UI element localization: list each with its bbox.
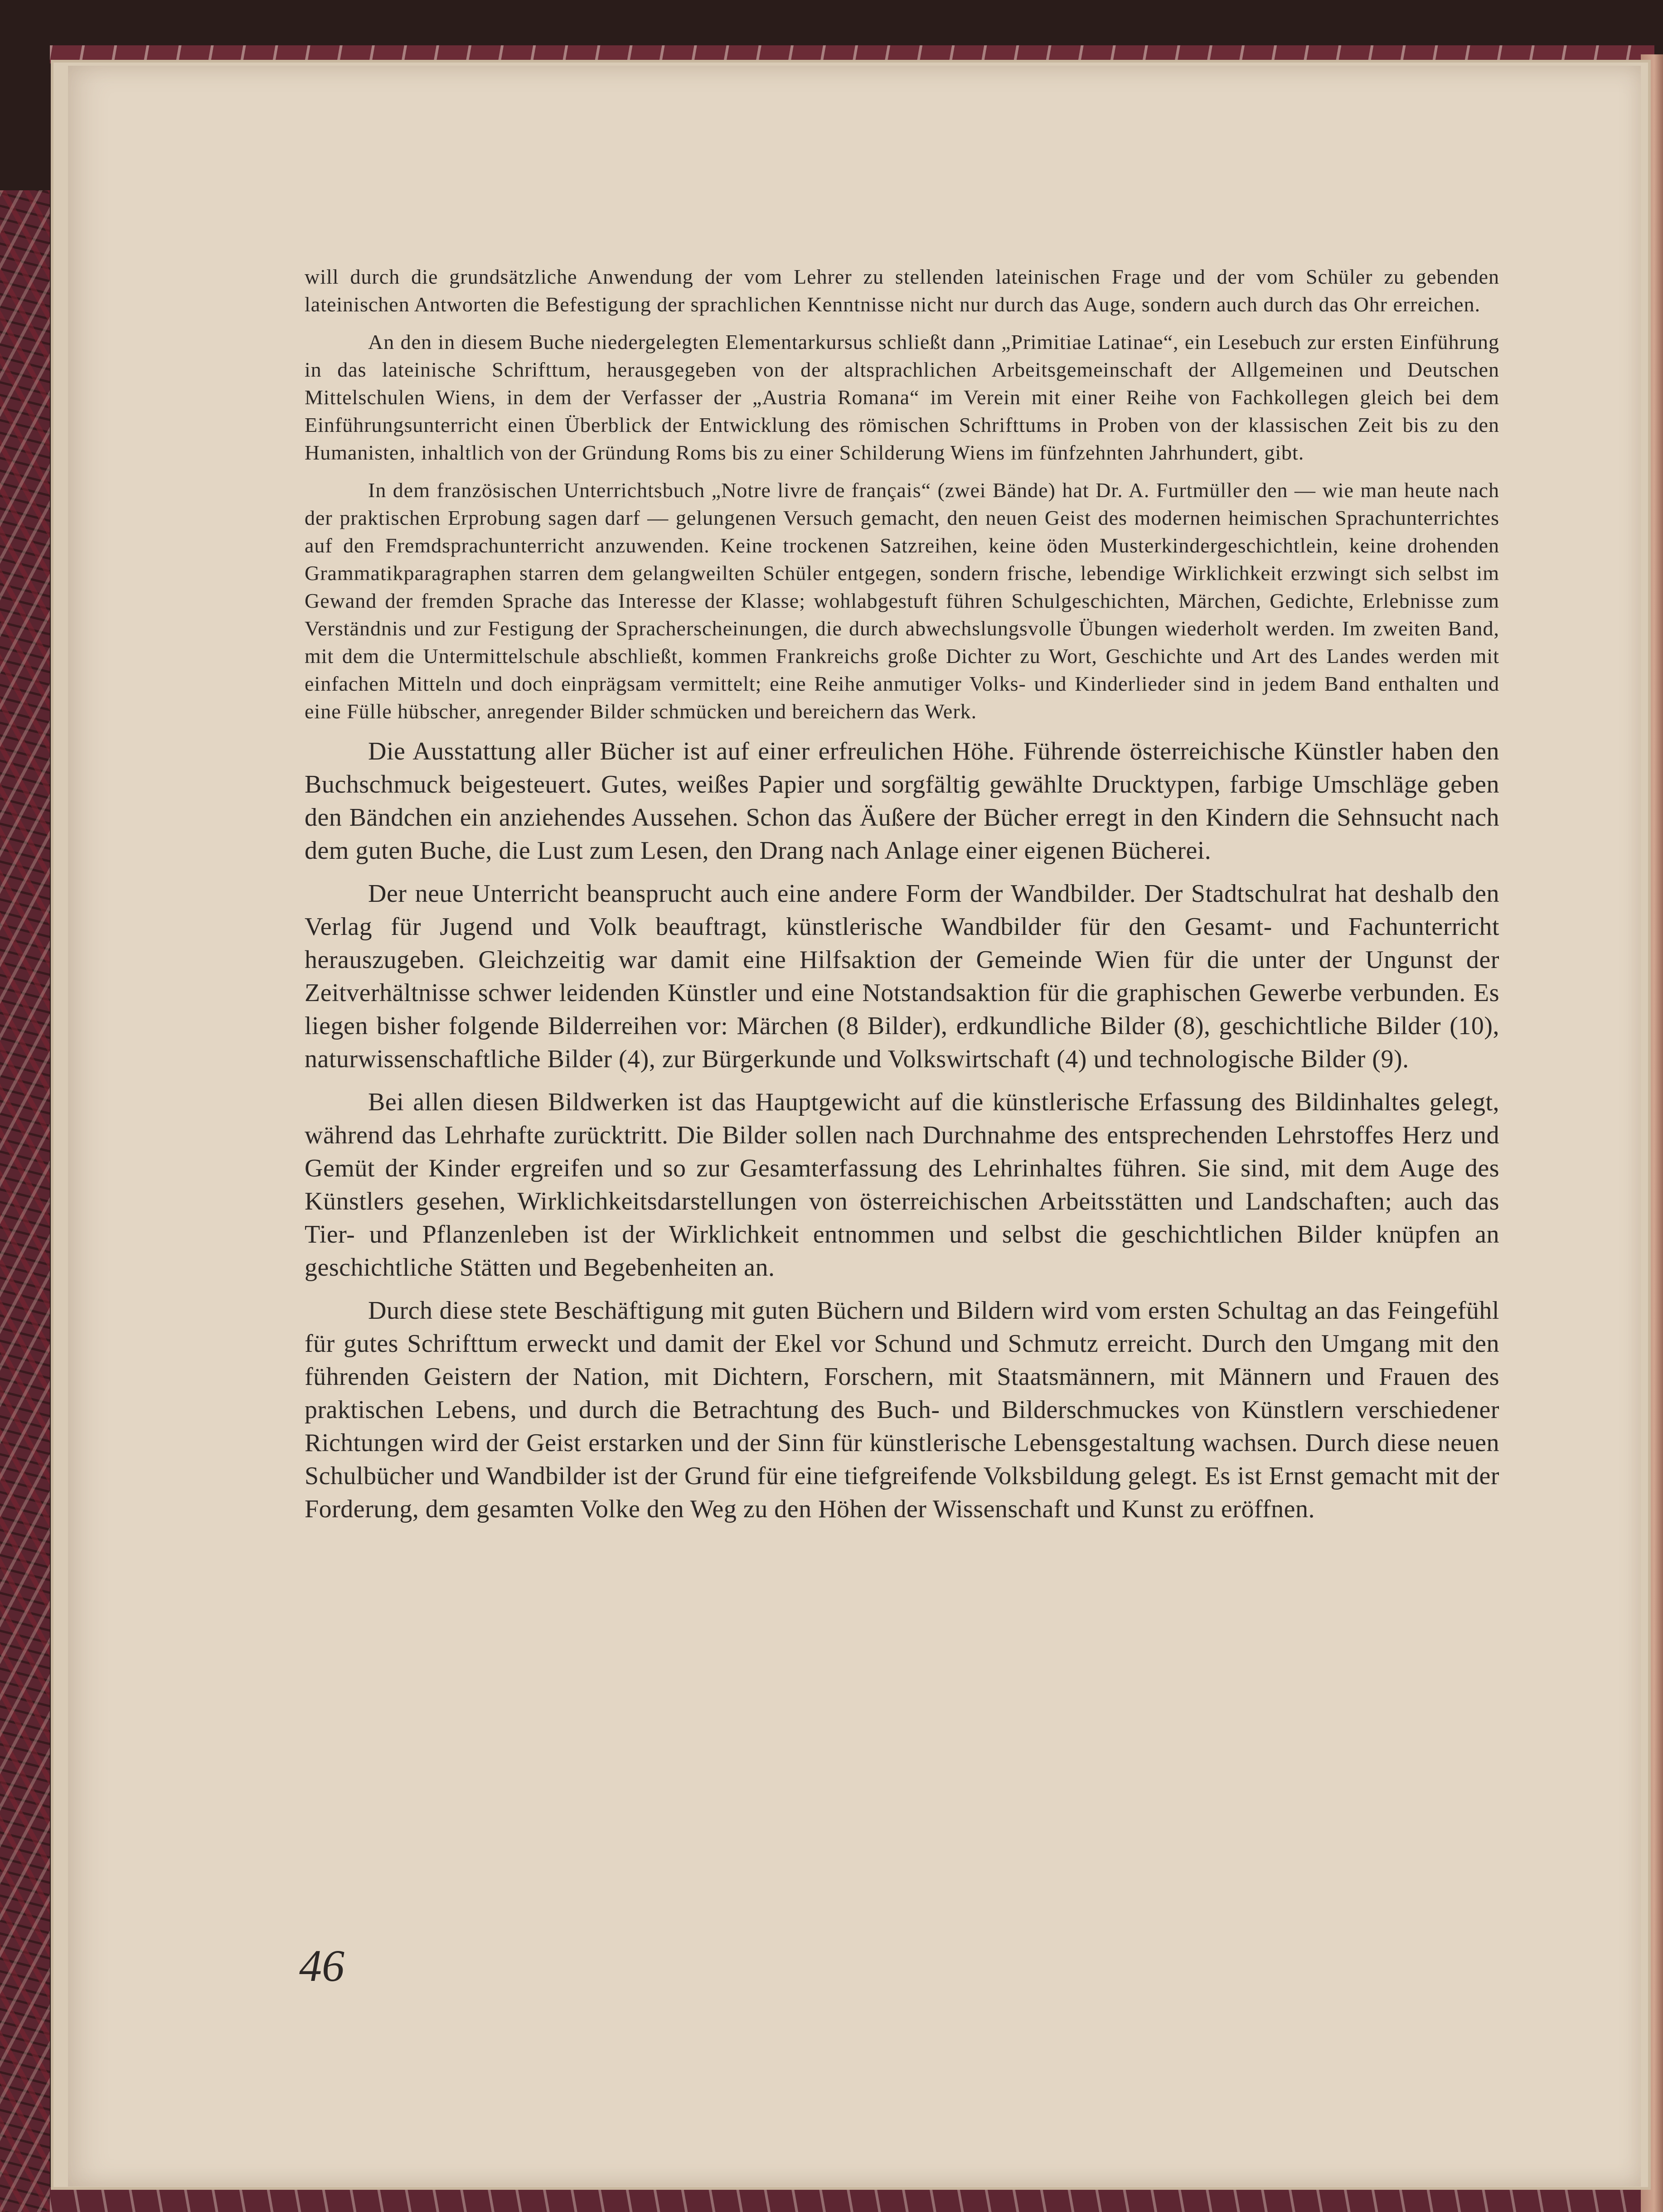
page-number: 46 [299, 1941, 344, 1991]
paragraph-latin-continuation: will durch die grundsätzliche Anwendung der vom Lehrer zu stellenden lateinischen Frage und der vom Schüler zu gebenden lateinischen Antworten die Befestigung der sprachlichen Kenntnisse nicht nur durch das Auge, sondern auch durch das Ohr erreichen. [305, 265, 1499, 316]
paragraph-notre-livre: In dem französischen Unterrichtsbuch „Notre livre de français“ (zwei Bände) hat Dr. A. Furtmüller den — wie man heute nach der praktischen Erprobung sagen darf — gelungenen Versuch gemacht, den neuen Geist des modernen heimischen Sprachunterrichtes auf den Fremdsprachunterricht anzuwenden. Keine trockenen Satzreihen, keine öden Musterkindergeschichtlein, keine drohenden Grammatikparagraphen starren dem gelangweilten Schüler entgegen, sondern frische, lebendige Wirklichkeit erzwingt sich selbst im Gewand der fremden Sprache das Interesse der Klasse; wohlabgestuft führen Schulgeschichten, Märchen, Gedichte, Erlebnisse zum Verständnis und zur Festigung der Spracherscheinungen, die durch abwechslungsvolle Übungen wiederholt werden. Im zweiten Band, mit dem die Untermittelschule abschließt, kommen Frankreichs große Dichter zu Wort, Geschichte und Art des Landes werden mit einfachen Mitteln und doch einprägsam vermittelt; eine Reihe anmutiger Volks- und Kinderlieder sind in jedem Band enthalten und eine Fülle hübscher, anregender Bilder schmücken und bereichern das Werk. [305, 479, 1499, 723]
paragraph-bildwerke: Bei allen diesen Bildwerken ist das Hauptgewicht auf die künstlerische Erfassung des Bildinhaltes gelegt, während das Lehrhafte zurücktritt. Die Bilder sollen nach Durchnahme des entsprechenden Lehrstoffes Herz und Gemüt der Kinder ergreifen und so zur Gesamterfassung des Lehrinhaltes führen. Sie sind, mit dem Auge des Künstlers gesehen, Wirklichkeitsdarstellungen von österreichischen Arbeitsstätten und Landschaften; auch das Tier- und Pflanzenleben ist der Wirklichkeit entnommen und selbst die geschichtlichen Bilder knüpfen an geschichtliche Stätten und Begebenheiten an. [305, 1088, 1499, 1282]
page-text [305, 263, 1499, 1536]
marbled-spine-edge [0, 190, 50, 2212]
marbled-bottom-edge [50, 2187, 1654, 2212]
paragraph-ausstattung: Die Ausstattung aller Bücher ist auf einer erfreulichen Höhe. Führende österreichische Künstler haben den Buchschmuck beigesteuert. Gutes, weißes Papier und sorgfältig gewählte Drucktypen, farbige Umschläge geben den Bändchen ein anziehendes Aussehen. Schon das Äußere der Bücher erregt in den Kindern die Sehnsucht nach dem guten Buche, die Lust zum Lesen, den Drang nach Anlage einer eigenen Bücherei. [305, 737, 1499, 865]
paragraph-schlusswort: Durch diese stete Beschäftigung mit guten Büchern und Bildern wird vom ersten Schultag an das Feingefühl für gutes Schrifttum erweckt und damit der Ekel vor Schund und Schmutz erreicht. Durch den Umgang mit den führenden Geistern der Nation, mit Dichtern, Forschern, mit Staatsmännern, mit Männern und Frauen des praktischen Lebens, und durch die Betrachtung des Buch- und Bilderschmuckes von Künstlern verschiedener Richtungen wird der Geist erstarken und der Sinn für künstlerische Lebensgestaltung wachsen. Durch diese neuen Schulbücher und Wandbilder ist der Grund für eine tiefgreifende Volksbildung gelegt. Es ist Ernst gemacht mit der Forderung, dem gesamten Volke den Weg zu den Höhen der Wissenschaft und Kunst zu eröffnen. [305, 1297, 1499, 1523]
paragraph-wandbilder: Der neue Unterricht beansprucht auch eine andere Form der Wandbilder. Der Stadtschulrat hat deshalb den Verlag für Jugend und Volk beauftragt, künstlerische Wandbilder für den Gesamt- und Fachunterricht herauszugeben. Gleichzeitig war damit eine Hilfsaktion der Gemeinde Wien für die unter der Ungunst der Zeitverhältnisse schwer leidenden Künstler und eine Notstandsaktion für die graphischen Gewerbe verbunden. Es liegen bisher folgende Bilderreihen vor: Märchen (8 Bilder), erdkundliche Bilder (8), geschichtliche Bilder (10), naturwissenschaftliche Bilder (4), zur Bürgerkunde und Volkswirtschaft (4) und technologische Bilder (9). [305, 880, 1499, 1073]
paragraph-primitiae-latinae: An den in diesem Buche niedergelegten Elementarkursus schließt dann „Primitiae Latinae“, ein Lesebuch zur ersten Einführung in das lateinische Schrifttum, herausgegeben von der altsprachlichen Arbeitsgemeinschaft der Allgemeinen und Deutschen Mittelschulen Wiens, in dem der Verfasser der „Austria Romana“ im Verein mit einer Reihe von Fachkollegen gleich bei dem Einführungsunterricht einen Überblick der Entwicklung des römischen Schrifttums in Proben von der klassischen Zeit bis zu den Humanisten, inhaltlich von der Gründung Roms bis zu einer Schilderung Wiens im fünfzehnten Jahrhundert, gibt. [305, 330, 1499, 464]
